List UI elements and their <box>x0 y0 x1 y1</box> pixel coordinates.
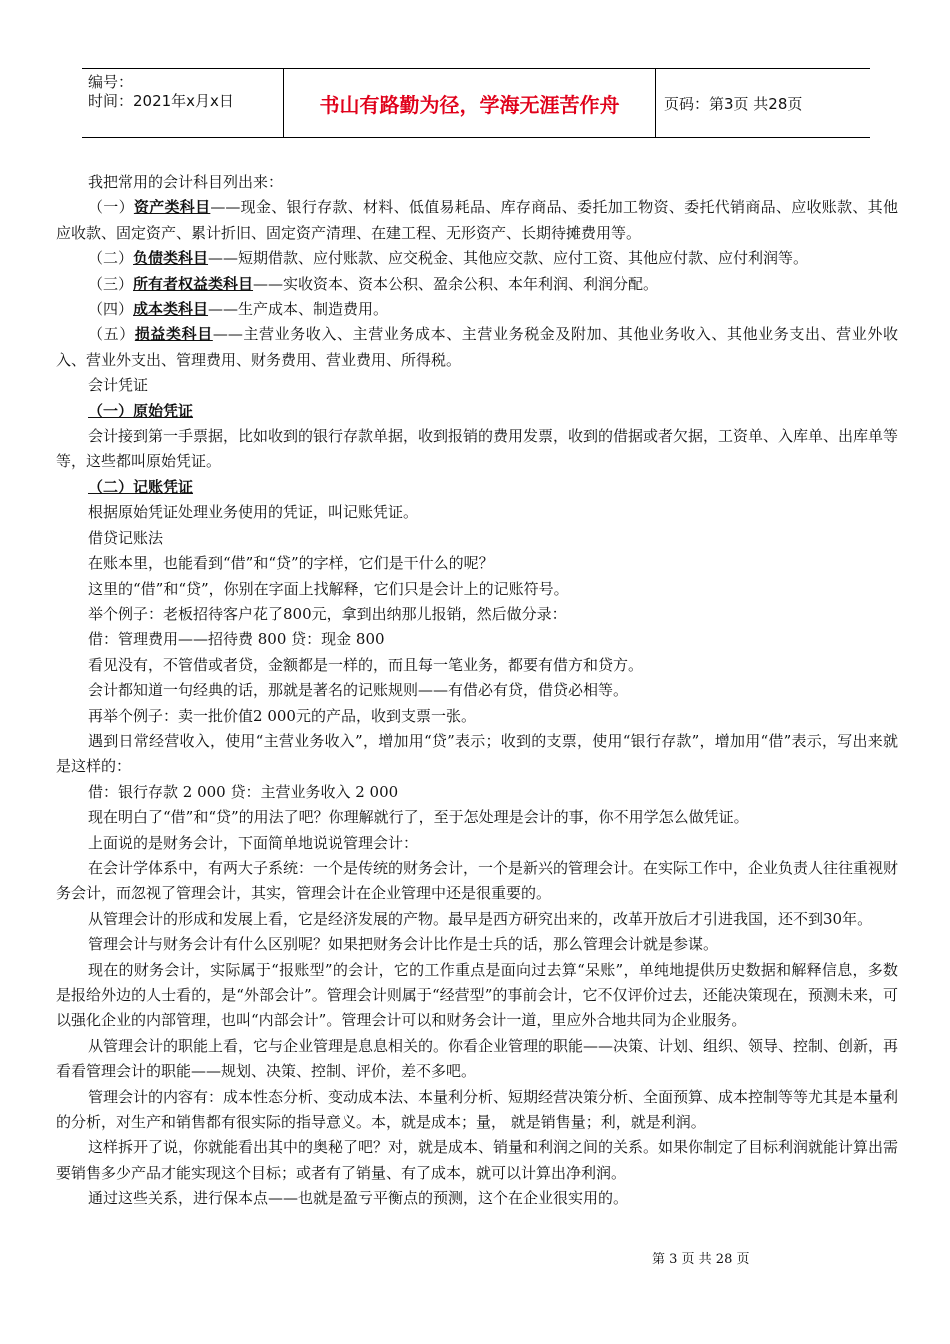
category-term: 成本类科目 <box>133 300 209 319</box>
header-page-number: 页码：第3页 共28页 <box>664 94 803 113</box>
journal-entry: 借：银行存款 2 000 贷：主营业务收入 2 000 <box>88 782 399 801</box>
document-body <box>56 170 898 1212</box>
paragraph: 在会计学体系中，有两大子系统：一个是传统的财务会计，一个是新兴的管理会计。在实际工作中，企业负责人往往重视财务会计，而忽视了管理会计，其实，管理会计在企业管理中还是很重要的。 <box>56 858 899 903</box>
subsection-heading <box>56 475 898 500</box>
journal-entry: 借：管理费用——招待费 800 贷：现金 800 <box>88 630 385 649</box>
paragraph: 这里的“借”和“贷”，你别在字面上找解释，它们只是会计上的记账符号。 <box>88 579 569 598</box>
account-category: （一）资产类科目——现金、银行存款、材料、低值易耗品、库存商品、委托加工物资、委托代销商品、应收账款、其他应收款、固定资产、累计折旧、固定资产清理、在建工程、无形资产、长期待摊费用等。 <box>56 198 898 242</box>
paragraph: 管理会计的内容有：成本性态分析、变动成本法、本量利分析、短期经营决策分析、全面预算、成本控制等等尤其是本量利的分析，对生产和销售都有很实际的指导意义。本，就是成本；量， 就是销售量；利，就是利润。 <box>56 1087 899 1132</box>
page-header <box>82 68 870 138</box>
paragraph: 举个例子：老板招待客户花了800元，拿到出纳那儿报销，然后做分录： <box>88 604 567 623</box>
paragraph: 根据原始凭证处理业务使用的凭证，叫记账凭证。 <box>88 503 419 522</box>
paragraph: 管理会计与财务会计有什么区别呢？如果把财务会计比作是士兵的话，那么管理会计就是参谋。 <box>88 935 719 954</box>
paragraph: 从管理会计的形成和发展上看，它是经济发展的产物。最早是西方研究出来的，改革开放后才引进我国，还不到30年。 <box>88 909 873 928</box>
paragraph: 通过这些关系，进行保本点——也就是盈亏平衡点的预测，这个在企业很实用的。 <box>88 1189 629 1208</box>
subsection-term: （二）记账凭证 <box>88 477 194 496</box>
paragraph: 会计都知道一句经典的话，那就是著名的记账规则——有借必有贷，借贷必相等。 <box>88 681 629 700</box>
document-date: 时间：2021年x月x日 <box>88 92 234 110</box>
category-term: 损益类科目 <box>134 325 213 344</box>
paragraph: 会计接到第一手票据，比如收到的银行存款单据，收到报销的费用发票，收到的借据或者欠据，工资单、入库单、出库单等等，这些都叫原始凭证。 <box>56 427 899 471</box>
category-term: 资产类科目 <box>133 198 211 217</box>
paragraph: 从管理会计的职能上看，它与企业管理是息息相关的。你看企业管理的职能——决策、计划、组织、领导、控制、创新，再看看管理会计的职能——规划、决策、控制、评价，差不多吧。 <box>56 1036 899 1081</box>
subsection-heading <box>56 399 898 424</box>
header-motto: 书山有路勤为径，学海无涯苦作舟 <box>284 69 656 137</box>
page-footer: 第 3 页 共 28 页 <box>652 1252 750 1267</box>
subsection-term: （一）原始凭证 <box>88 401 194 420</box>
account-category: （五）损益类科目——主营业务收入、主营业务成本、主营业务税金及附加、其他业务收入、其他业务支出、营业外收入、营业外支出、管理费用、财务费用、营业费用、所得税。 <box>56 325 898 369</box>
paragraph: 再举个例子：卖一批价值2 000元的产品，收到支票一张。 <box>88 706 476 725</box>
paragraph: 我把常用的会计科目列出来： <box>88 173 284 191</box>
paragraph: 现在的财务会计，实际属于“报账型”的会计，它的工作重点是面向过去算“呆账”，单纯地提供历史数据和解释信息，多数是报给外边的人士看的，是“外部会计”。管理会计则属于“经营型”的事前会计，它不仅评价过去，还能决策现在，预测未来，可以强化企业的内部管理，也叫“内部会计”。管理会计可以和财务会计一道，里应外合地共同为企业服务。 <box>56 960 898 1030</box>
paragraph: 遇到日常经营收入，使用“主营业务收入”，增加用“贷”表示；收到的支票，使用“银行存款”，增加用“借”表示，写出来就是这样的： <box>56 731 898 776</box>
category-term: 所有者权益类科目 <box>133 274 254 293</box>
paragraph: 在账本里，也能看到“借”和“贷”的字样，它们是干什么的呢？ <box>88 554 494 573</box>
header-meta <box>82 69 284 137</box>
section-heading: 会计凭证 <box>88 376 149 395</box>
section-heading: 借贷记账法 <box>88 528 164 547</box>
paragraph: 上面说的是财务会计，下面简单地说说管理会计： <box>88 833 419 852</box>
account-category: （二）负债类科目——短期借款、应付账款、应交税金、其他应交款、应付工资、其他应付款、应付利润等。 <box>88 249 809 268</box>
category-term: 负债类科目 <box>133 249 209 268</box>
paragraph: 现在明白了“借”和“贷”的用法了吧？你理解就行了，至于怎处理是会计的事，你不用学怎么做凭证。 <box>88 808 749 827</box>
account-category: （三）所有者权益类科目——实收资本、资本公积、盈余公积、本年利润、利润分配。 <box>88 274 659 293</box>
document-number: 编号： <box>88 73 134 91</box>
account-category: （四）成本类科目——生产成本、制造费用。 <box>88 300 389 319</box>
paragraph: 这样拆开了说，你就能看出其中的奥秘了吧？对，就是成本、销量和利润之间的关系。如果你制定了目标利润就能计算出需要销售多少产品才能实现这个目标；或者有了销量、有了成本，就可以计算出净利润。 <box>56 1138 899 1182</box>
paragraph: 看见没有，不管借或者贷，金额都是一样的，而且每一笔业务，都要有借方和贷方。 <box>88 655 644 674</box>
